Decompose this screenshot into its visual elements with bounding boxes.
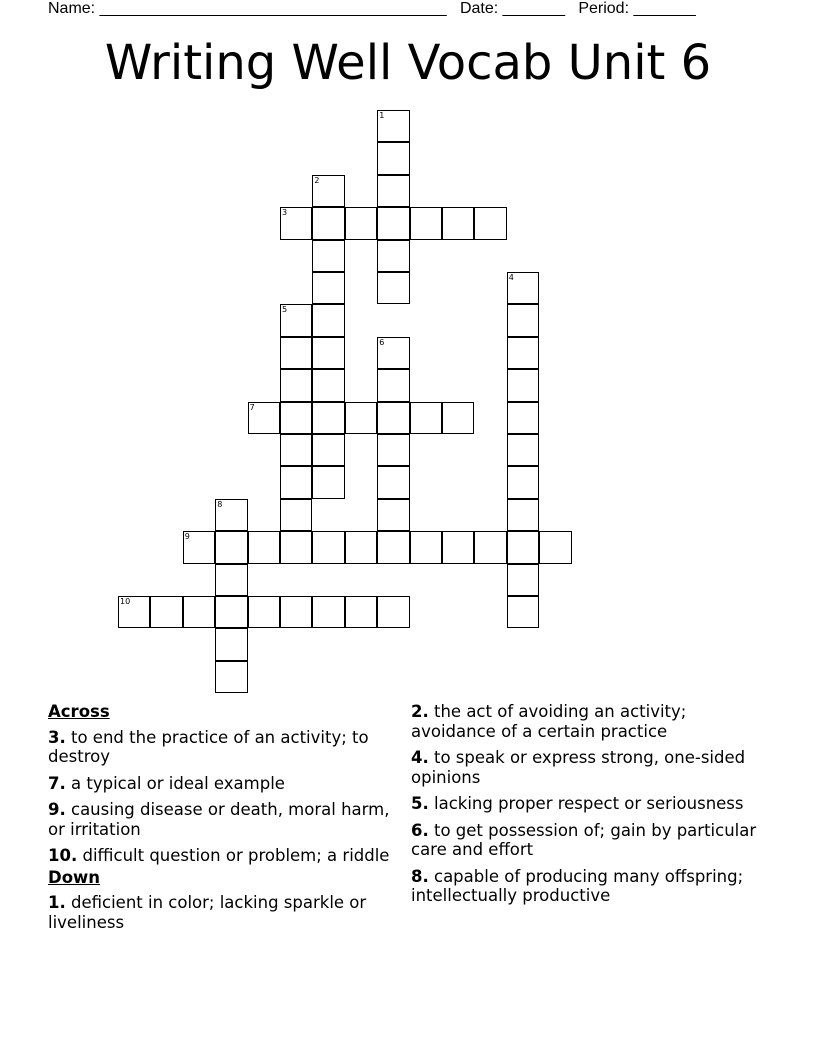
clue-text: the act of avoiding an activity; avoidance of a certain practice <box>411 702 687 741</box>
clue-text: to speak or express strong, one-sided opinions <box>411 748 746 787</box>
grid-cell[interactable] <box>280 337 312 369</box>
grid-cell[interactable] <box>377 240 409 272</box>
clue-number-label: 1 <box>379 111 385 120</box>
clue-down-8 <box>411 867 761 906</box>
clue-down-5 <box>411 794 761 814</box>
grid-cell[interactable] <box>312 531 344 563</box>
grid-cell[interactable] <box>507 434 539 466</box>
grid-cell[interactable] <box>280 434 312 466</box>
clue-across-10 <box>48 846 398 866</box>
grid-cell[interactable] <box>377 272 409 304</box>
down-heading: Down <box>48 867 101 887</box>
grid-cell[interactable] <box>377 207 409 239</box>
grid-cell[interactable] <box>345 596 377 628</box>
grid-cell[interactable] <box>442 207 474 239</box>
clue-text: capable of producing many offspring; intellectually productive <box>411 866 744 905</box>
clue-text: difficult question or problem; a riddle <box>82 846 390 865</box>
grid-cell[interactable] <box>280 304 312 336</box>
grid-cell[interactable] <box>312 434 344 466</box>
grid-cell[interactable] <box>215 596 247 628</box>
date-label: Date: <box>459 0 499 17</box>
grid-cell[interactable] <box>507 531 539 563</box>
clue-number-label: 8 <box>217 499 223 509</box>
date-blank[interactable]: _______ <box>502 0 565 17</box>
grid-cell[interactable] <box>118 596 150 628</box>
grid-cell[interactable] <box>377 142 409 174</box>
grid-cell[interactable] <box>280 466 312 498</box>
grid-cell[interactable] <box>312 466 344 498</box>
grid-cell[interactable] <box>248 402 280 434</box>
grid-cell[interactable] <box>507 466 539 498</box>
clue-down-1 <box>48 893 398 932</box>
grid-cell[interactable] <box>312 240 344 272</box>
clues-left-column <box>48 702 398 939</box>
grid-cell[interactable] <box>150 596 182 628</box>
grid-cell[interactable] <box>280 531 312 563</box>
clue-number-label: 4 <box>508 273 514 282</box>
grid-cell[interactable] <box>280 499 312 531</box>
grid-cell[interactable] <box>280 207 312 239</box>
clue-number-label: 9 <box>184 532 190 542</box>
grid-cell[interactable] <box>248 531 280 563</box>
grid-cell[interactable] <box>215 661 247 693</box>
clue-number: 9. <box>48 800 66 819</box>
clue-down-6 <box>411 821 761 860</box>
clue-number: 7. <box>48 773 66 793</box>
grid-cell[interactable] <box>377 466 409 498</box>
name-label: Name: <box>48 0 96 17</box>
grid-cell[interactable] <box>507 272 539 304</box>
clue-across-7 <box>48 774 398 794</box>
grid-cell[interactable] <box>312 402 344 434</box>
clue-text: lacking proper respect or seriousness <box>434 794 744 813</box>
clue-number: 8. <box>411 866 429 886</box>
grid-cell[interactable] <box>507 596 539 628</box>
grid-cell[interactable] <box>377 596 409 628</box>
grid-cell[interactable] <box>410 531 442 563</box>
clue-text: a typical or ideal example <box>71 773 285 793</box>
grid-cell[interactable] <box>410 402 442 434</box>
grid-cell[interactable] <box>377 402 409 434</box>
grid-cell[interactable] <box>442 402 474 434</box>
grid-cell[interactable] <box>345 402 377 434</box>
grid-cell[interactable] <box>280 596 312 628</box>
grid-cell[interactable] <box>507 304 539 336</box>
grid-cell[interactable] <box>442 531 474 563</box>
period-label: Period: <box>578 0 630 17</box>
clue-number: 10. <box>48 846 78 865</box>
grid-cell[interactable] <box>507 369 539 401</box>
clue-number: 3. <box>48 727 66 747</box>
grid-cell[interactable] <box>377 110 409 142</box>
clue-number-label: 10 <box>120 597 131 606</box>
across-heading: Across <box>48 702 110 721</box>
grid-cell[interactable] <box>312 207 344 239</box>
clue-number-label: 6 <box>379 337 385 347</box>
clue-text: to get possession of; gain by particular care and effort <box>411 820 757 859</box>
grid-cell[interactable] <box>248 596 280 628</box>
grid-cell[interactable] <box>280 402 312 434</box>
grid-cell[interactable] <box>377 337 409 369</box>
grid-cell[interactable] <box>312 337 344 369</box>
grid-cell[interactable] <box>507 402 539 434</box>
clue-number-label: 7 <box>249 402 255 412</box>
grid-cell[interactable] <box>345 207 377 239</box>
grid-cell[interactable] <box>280 369 312 401</box>
grid-cell[interactable] <box>377 369 409 401</box>
name-blank[interactable]: _______________________________________ <box>99 0 447 17</box>
grid-cell[interactable] <box>312 175 344 207</box>
grid-cell[interactable] <box>507 499 539 531</box>
clue-across-9 <box>48 800 398 839</box>
grid-cell[interactable] <box>507 337 539 369</box>
clue-number-label: 3 <box>282 208 288 218</box>
grid-cell[interactable] <box>377 531 409 563</box>
grid-cell[interactable] <box>215 628 247 660</box>
grid-cell[interactable] <box>312 369 344 401</box>
grid-cell[interactable] <box>312 272 344 304</box>
clue-down-2 <box>411 702 761 741</box>
grid-cell[interactable] <box>215 531 247 563</box>
grid-cell[interactable] <box>377 175 409 207</box>
clue-text: deficient in color; lacking sparkle or liveliness <box>48 893 367 932</box>
grid-cell[interactable] <box>539 531 571 563</box>
clue-number: 1. <box>48 893 66 912</box>
clue-number: 5. <box>411 794 429 813</box>
grid-cell[interactable] <box>507 564 539 596</box>
grid-cell[interactable] <box>410 207 442 239</box>
clue-number-label: 5 <box>282 305 288 315</box>
period-blank[interactable]: _______ <box>633 0 696 17</box>
clue-number: 4. <box>411 748 429 767</box>
page-title: Writing Well Vocab Unit 6 <box>104 35 712 91</box>
grid-cell[interactable] <box>377 434 409 466</box>
grid-cell[interactable] <box>312 596 344 628</box>
grid-cell[interactable] <box>215 564 247 596</box>
grid-cell[interactable] <box>215 499 247 531</box>
clue-text: to end the practice of an activity; to destroy <box>48 727 369 766</box>
clue-number-label: 2 <box>314 175 320 185</box>
grid-cell[interactable] <box>312 304 344 336</box>
clue-down-4 <box>411 748 761 787</box>
clue-text: causing disease or death, moral harm, or irritation <box>48 800 390 839</box>
grid-cell[interactable] <box>474 531 506 563</box>
clue-across-3 <box>48 728 398 767</box>
clues-right-column <box>411 702 761 913</box>
grid-cell[interactable] <box>474 207 506 239</box>
grid-cell[interactable] <box>377 499 409 531</box>
grid-cell[interactable] <box>183 596 215 628</box>
grid-cell[interactable] <box>345 531 377 563</box>
clue-number: 6. <box>411 820 429 840</box>
clue-number: 2. <box>411 702 429 721</box>
grid-cell[interactable] <box>183 531 215 563</box>
